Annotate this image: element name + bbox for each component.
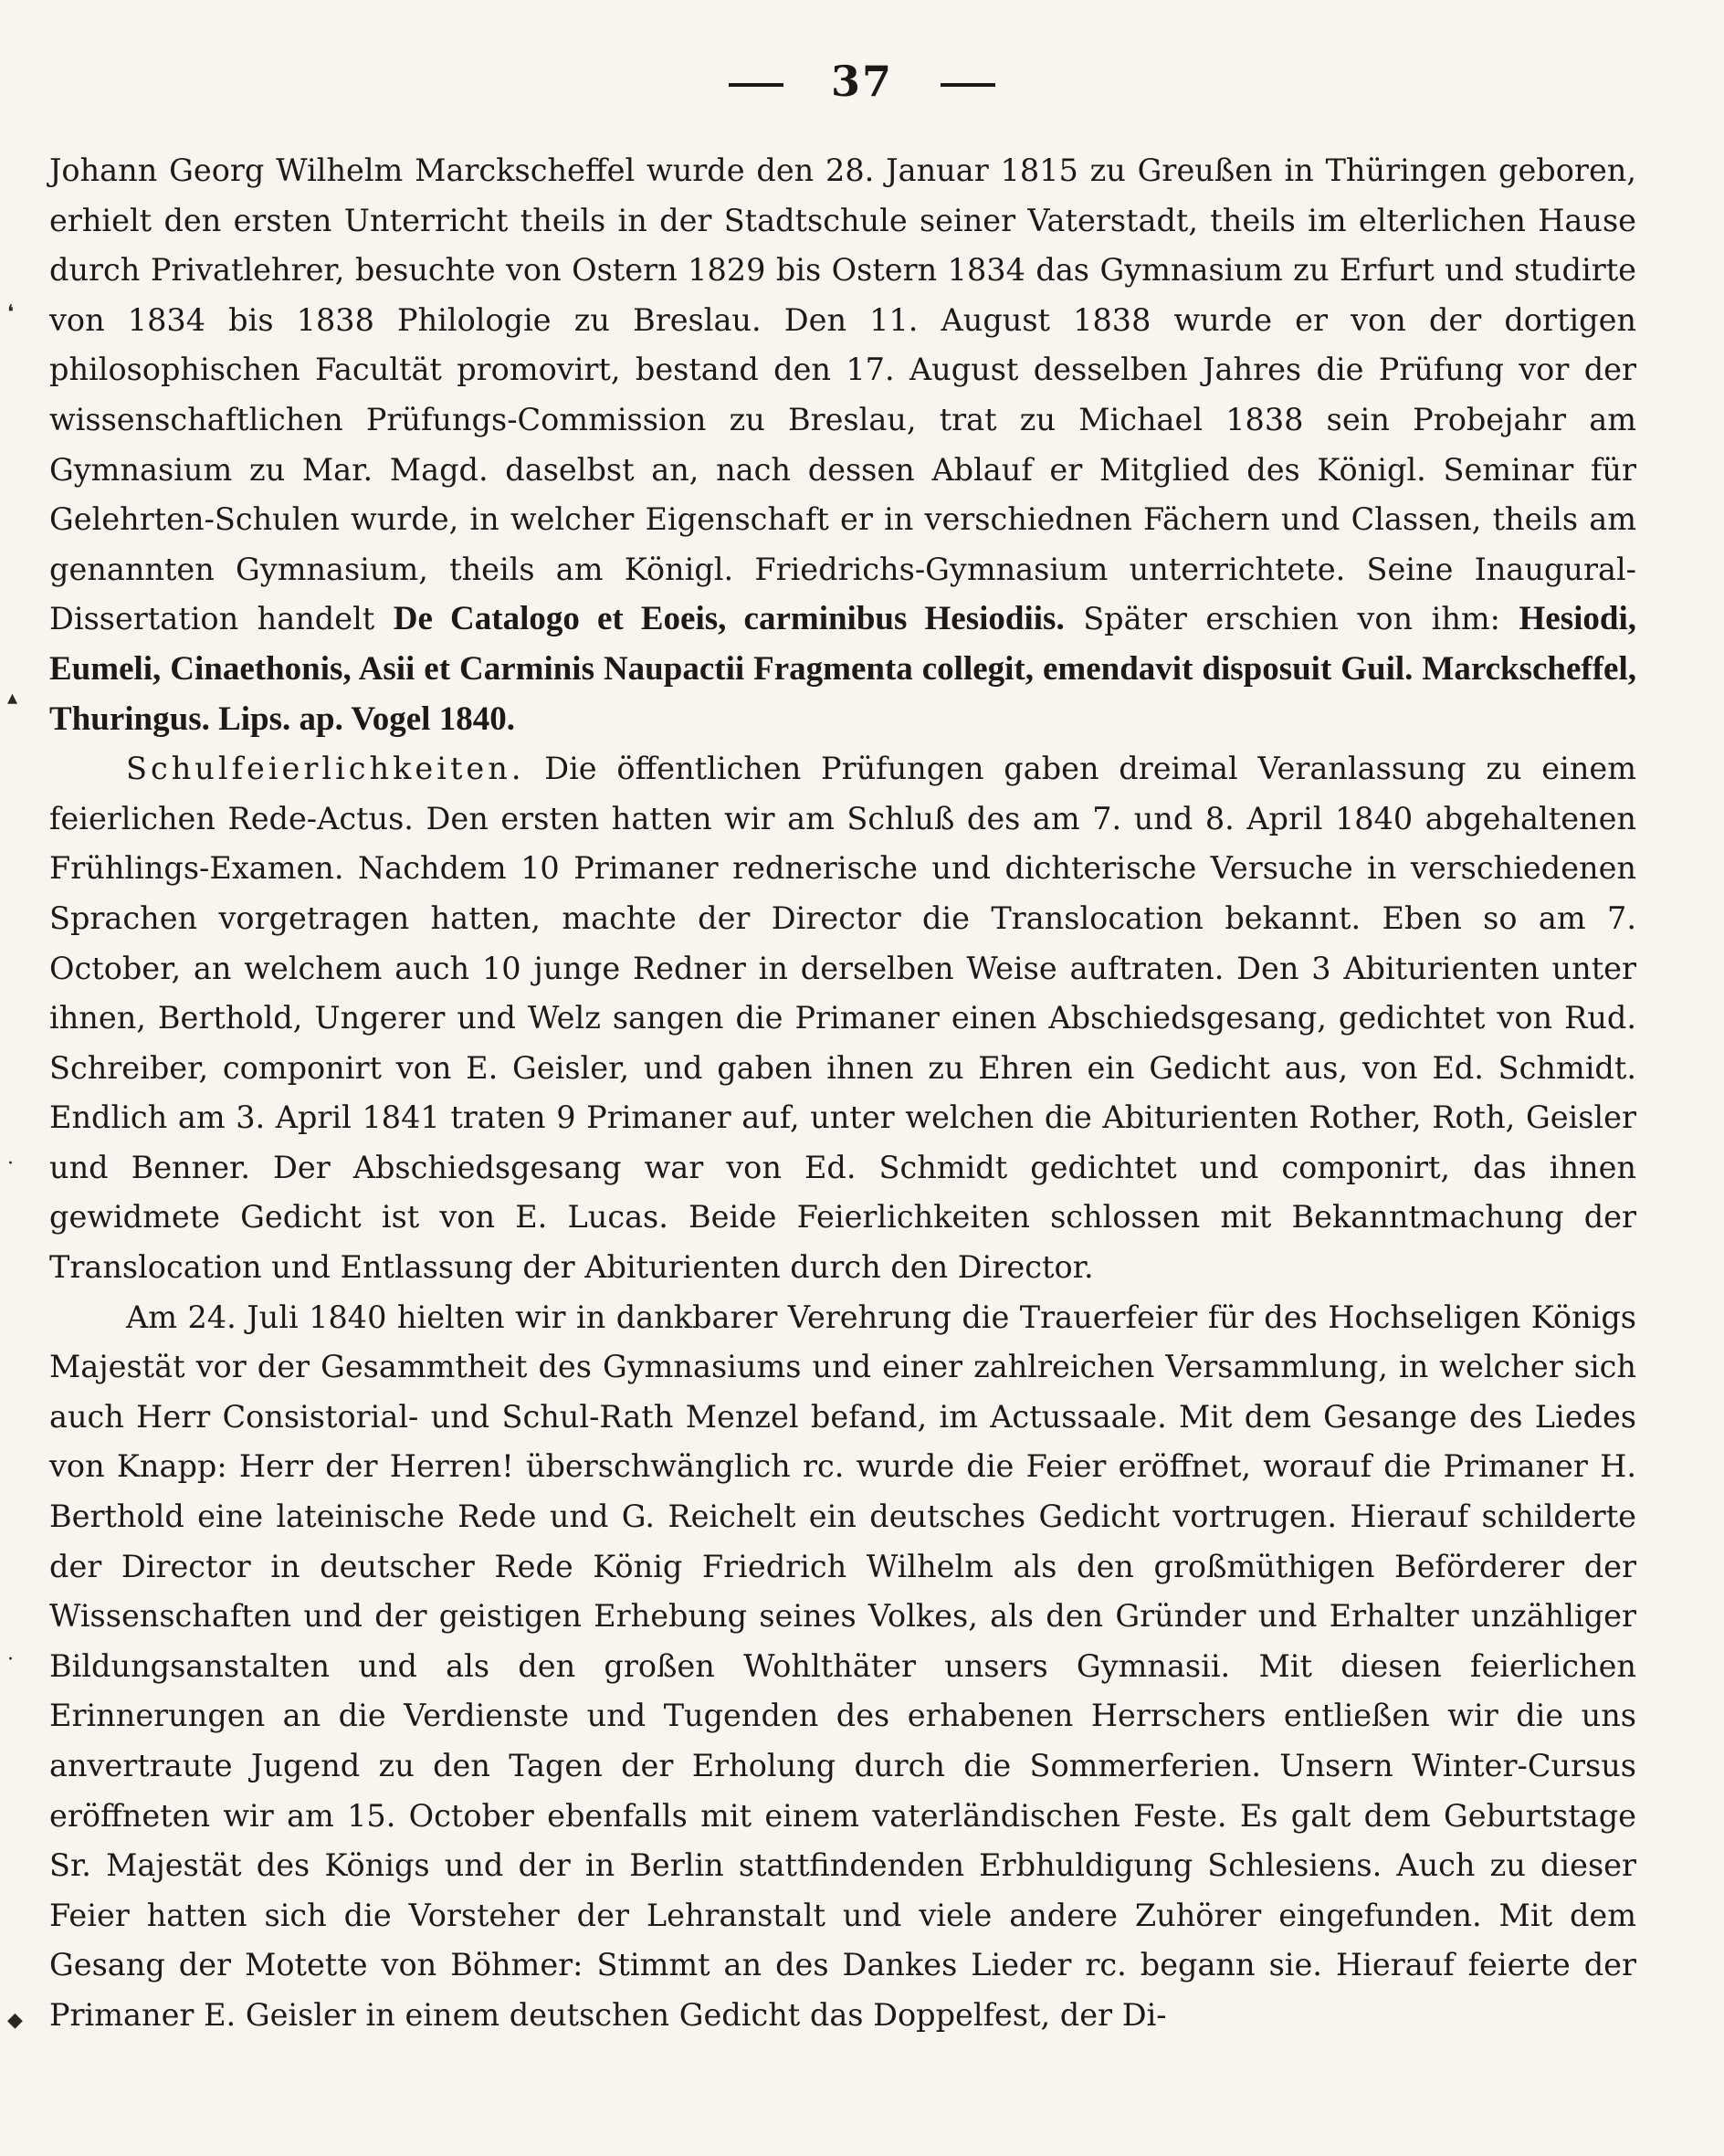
header-dash-right xyxy=(941,83,995,87)
memorial-text: Am 24. Juli 1840 hielten wir in dankbarer Verehrung die Trauerfeier für des Hochseligen Königs Majestät vor der Gesammtheit des Gymnasiums und einer zahlreichen Versammlung, in welcher sich auch Herr Consistorial- und Schul-Rath Menzel befand, im Actussaale. Mit dem Gesange des Liedes von Knapp: Herr der Herren! überschwänglich rc. wurde die Feier eröffnet, worauf die Primaner H. Berthold eine lateinische Rede und G. Reichelt ein deutsches Gedicht vortrugen. Hierauf schilderte der Director in deutscher Rede König Friedrich Wilhelm als den großmüthigen Beförderer der Wissenschaften und der geistigen Erhebung seines Volkes, als den Gründer und Erhalter unzähliger Bildungsanstalten und als den großen Wohlthäter unsers Gymnasii. Mit diesen feierlichen Erinnerungen an die Verdienste und Tugenden des erhabenen Herrschers entließen wir die uns anvertraute Jugend zu den Tagen der Erholung durch die Sommerferien. Unsern Winter-Cursus eröffneten wir am 15. October ebenfalls mit einem vaterländischen Feste. Es galt dem Geburtstage Sr. Majestät des Königs und der in Berlin stattfindenden Erbhuldigung Schlesiens. Auch zu dieser Feier hatten sich die Vorsteher der Lehranstalt und viele andere Zuhörer eingefunden. Mit dem Gesang der Motette von Böhmer: Stimmt an des Dankes Lieder rc. begann sie. Hierauf feierte der Primaner E. Geisler in einem deutschen Gedicht das Doppelfest, der Di- xyxy=(49,1299,1636,2033)
paragraph-school-celebrations xyxy=(49,744,1636,1293)
published-work-title: Hesiodi, Eumeli, Cinaethonis, Asii et Carminis Naupactii Fragmenta collegit, emendavit disposuit Guil. Marckscheffel, Thuringus. Lips. ap. Vogel 1840. xyxy=(49,600,1636,738)
margin-mark: ❛ xyxy=(7,301,15,324)
margin-mark: · xyxy=(7,1152,14,1175)
biography-text: Johann Georg Wilhelm Marckscheffel wurde den 28. Januar 1815 zu Greußen in Thüringen geboren, erhielt den ersten Unterricht theils in der Stadtschule seiner Vaterstadt, theils im elterlichen Hause durch Privatlehrer, besuchte von Ostern 1829 bis Ostern 1834 das Gymnasium zu Erfurt und studirte von 1834 bis 1838 Philologie zu Breslau. Den 11. August 1838 wurde er von der dortigen philosophischen Facultät promovirt, bestand den 17. August desselben Jahres die Prüfung vor der wissenschaftlichen Prüfungs-Commission zu Breslau, trat zu Michael 1838 sein Probejahr am Gymnasium zu Mar. Magd. daselbst an, nach dessen Ablauf er Mitglied des Königl. Seminar für Gelehrten-Schulen wurde, in welcher Eigenschaft er in verschiednen Fächern und Classen, theils am genannten Gymnasium, theils am Königl. Friedrichs-Gymnasium unterrichtete. Seine Inaugural-Dissertation handelt xyxy=(49,152,1636,637)
margin-mark: ▴ xyxy=(7,687,18,710)
page-number: 37 xyxy=(830,57,893,106)
page-header xyxy=(0,57,1724,106)
body-text xyxy=(49,146,1636,2041)
celebrations-text: Die öffentlichen Prüfungen gaben dreimal Veranlassung zu einem feierlichen Rede-Actus. Den ersten hatten wir am Schluß des am 7. und 8. April 1840 abgehaltenen Frühlings-Examen. Nachdem 10 Primaner rednerische und dichterische Versuche in verschiedenen Sprachen vorgetragen hatten, machte der Director die Translocation bekannt. Eben so am 7. October, an welchem auch 10 junge Redner in derselben Weise auftraten. Den 3 Abiturienten unter ihnen, Berthold, Ungerer und Welz sangen die Primaner einen Abschiedsgesang, gedichtet von Rud. Schreiber, componirt von E. Geisler, und gaben ihnen zu Ehren ein Gedicht aus, von Ed. Schmidt. Endlich am 3. April 1841 traten 9 Primaner auf, unter welchen die Abiturienten Rother, Roth, Geisler und Benner. Der Abschiedsgesang war von Ed. Schmidt gedichtet und componirt, das ihnen gewidmete Gedicht ist von E. Lucas. Beide Feierlichkeiten schlossen mit Bekanntmachung der Translocation und Entlassung der Abiturienten durch den Director. xyxy=(49,751,1636,1286)
paragraph-biography xyxy=(49,146,1636,744)
margin-mark: ◆ xyxy=(7,2009,23,2032)
paragraph-memorial xyxy=(49,1293,1636,2041)
section-heading: Schulfeierlichkeiten. xyxy=(126,751,525,787)
margin-mark: · xyxy=(7,1648,14,1671)
biography-connector: Später erschien von ihm: xyxy=(1064,601,1519,637)
dissertation-title: De Catalogo et Eoeis, carminibus Hesiodiis. xyxy=(393,600,1065,638)
header-dash-left xyxy=(729,83,783,87)
